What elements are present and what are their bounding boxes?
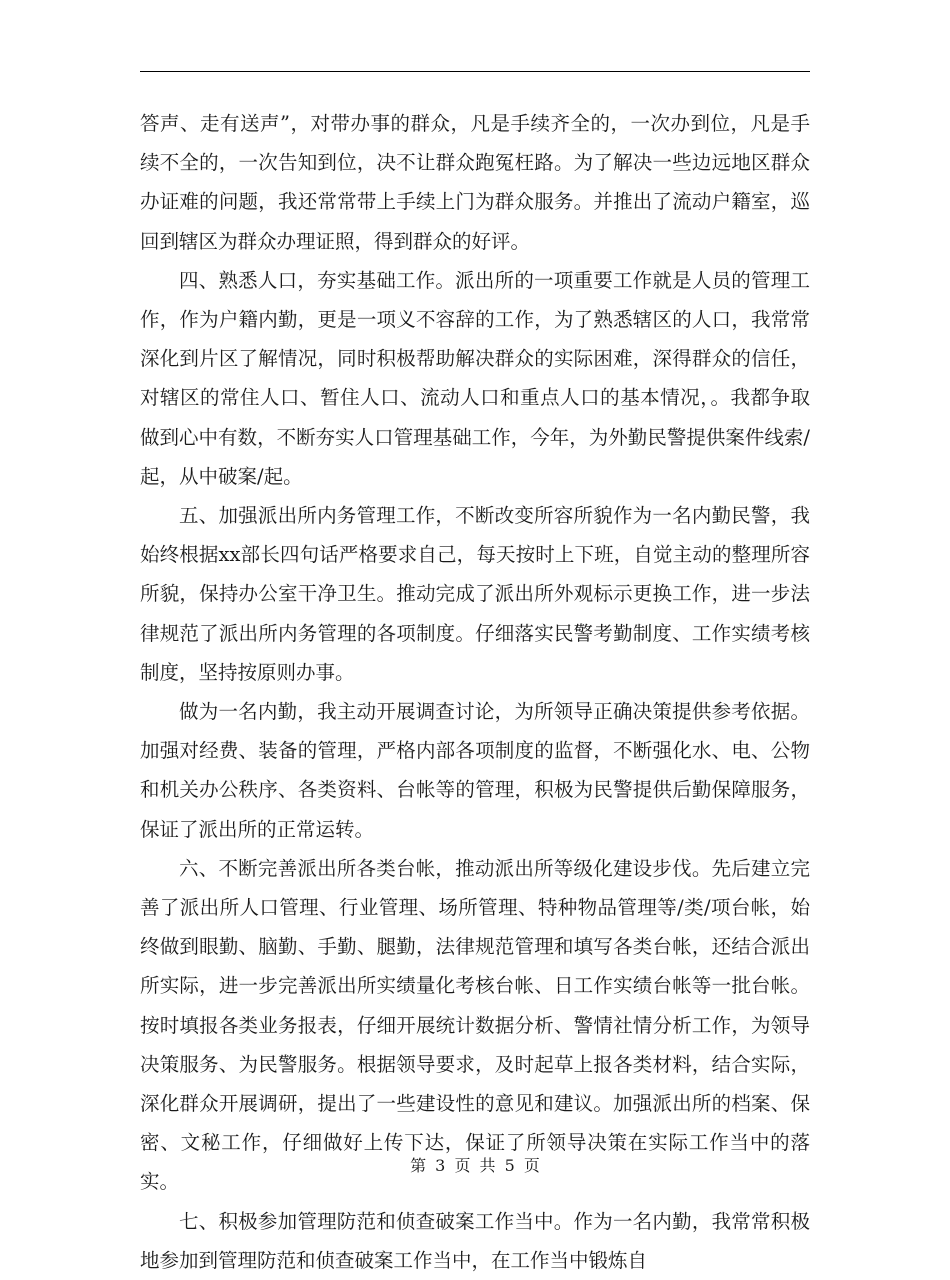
paragraph-internal-duty: 做为一名内勤，我主动开展调查讨论，为所领导正确决策提供参考依据。加强对经费、装备的管理，严格内部各项制度的监督，不断强化水、电、公物和机关办公秩序、各类资料、台帐等的管理，积极为民警提供后勤保障服务，保证了派出所的正常运转。 [140,700,810,841]
paragraph-section-6: 六、不断完善派出所各类台帐，推动派出所等级化建设步伐。先后建立完善了派出所人口管理、行业管理、场所管理、特种物品管理等/类/项台帐，始终做到眼勤、脑勤、手勤、腿勤，法律规范管理和填写各类台帐，还结合派出所实际，进一步完善派出所实绩量化考核台帐、日工作实绩台帐等一批台帐。按时填报各类业务报表，仔细开展统计数据分析、警情社情分析工作，为领导决策服务、为民警服务。根据领导要求，及时起草上报各类材料，结合实际，深化群众开展调研，提出了一些建设性的意见和建议。加强派出所的档案、保密、文秘工作，仔细做好上传下达，保证了所领导决策在实际工作当中的落实。 [140,856,810,1194]
paragraph-section-7: 七、积极参加管理防范和侦查破案工作当中。作为一名内勤，我常常积极地参加到管理防范和侦查破案工作当中，在工作当中锻炼自 [140,1209,810,1272]
header-rule [140,71,810,72]
paragraph-section-5: 五、加强派出所内务管理工作，不断改变所容所貌作为一名内勤民警，我始终根据xx部长四句话严格要求自己，每天按时上下班，自觉主动的整理所容所貌，保持办公室干净卫生。推动完成了派出所外观标示更换工作，进一步法律规范了派出所内务管理的各项制度。仔细落实民警考勤制度、工作实绩考核制度，坚持按原则办事。 [140,504,810,684]
paragraph-section-4: 四、熟悉人口，夯实基础工作。派出所的一项重要工作就是人员的管理工作，作为户籍内勤，更是一项义不容辞的工作，为了熟悉辖区的人口，我常常深化到片区了解情况，同时积极帮助解决群众的实际困难，深得群众的信任，对辖区的常住人口、暂住人口、流动人口和重点人口的基本情况，。我都争取做到心中有数，不断夯实人口管理基础工作，今年，为外勤民警提供案件线索/起，从中破案/起。 [140,268,810,488]
document-body [140,104,810,1280]
page-number-footer: 第 3 页 共 5 页 [410,1156,540,1175]
paragraph-continuation: 答声、走有送声”，对带办事的群众，凡是手续齐全的，一次办到位，凡是手续不全的，一次告知到位，决不让群众跑冤枉路。为了解决一些边远地区群众办证难的问题，我还常常带上手续上门为群众服务。并推出了流动户籍室，巡回到辖区为群众办理证照，得到群众的好评。 [140,112,810,253]
